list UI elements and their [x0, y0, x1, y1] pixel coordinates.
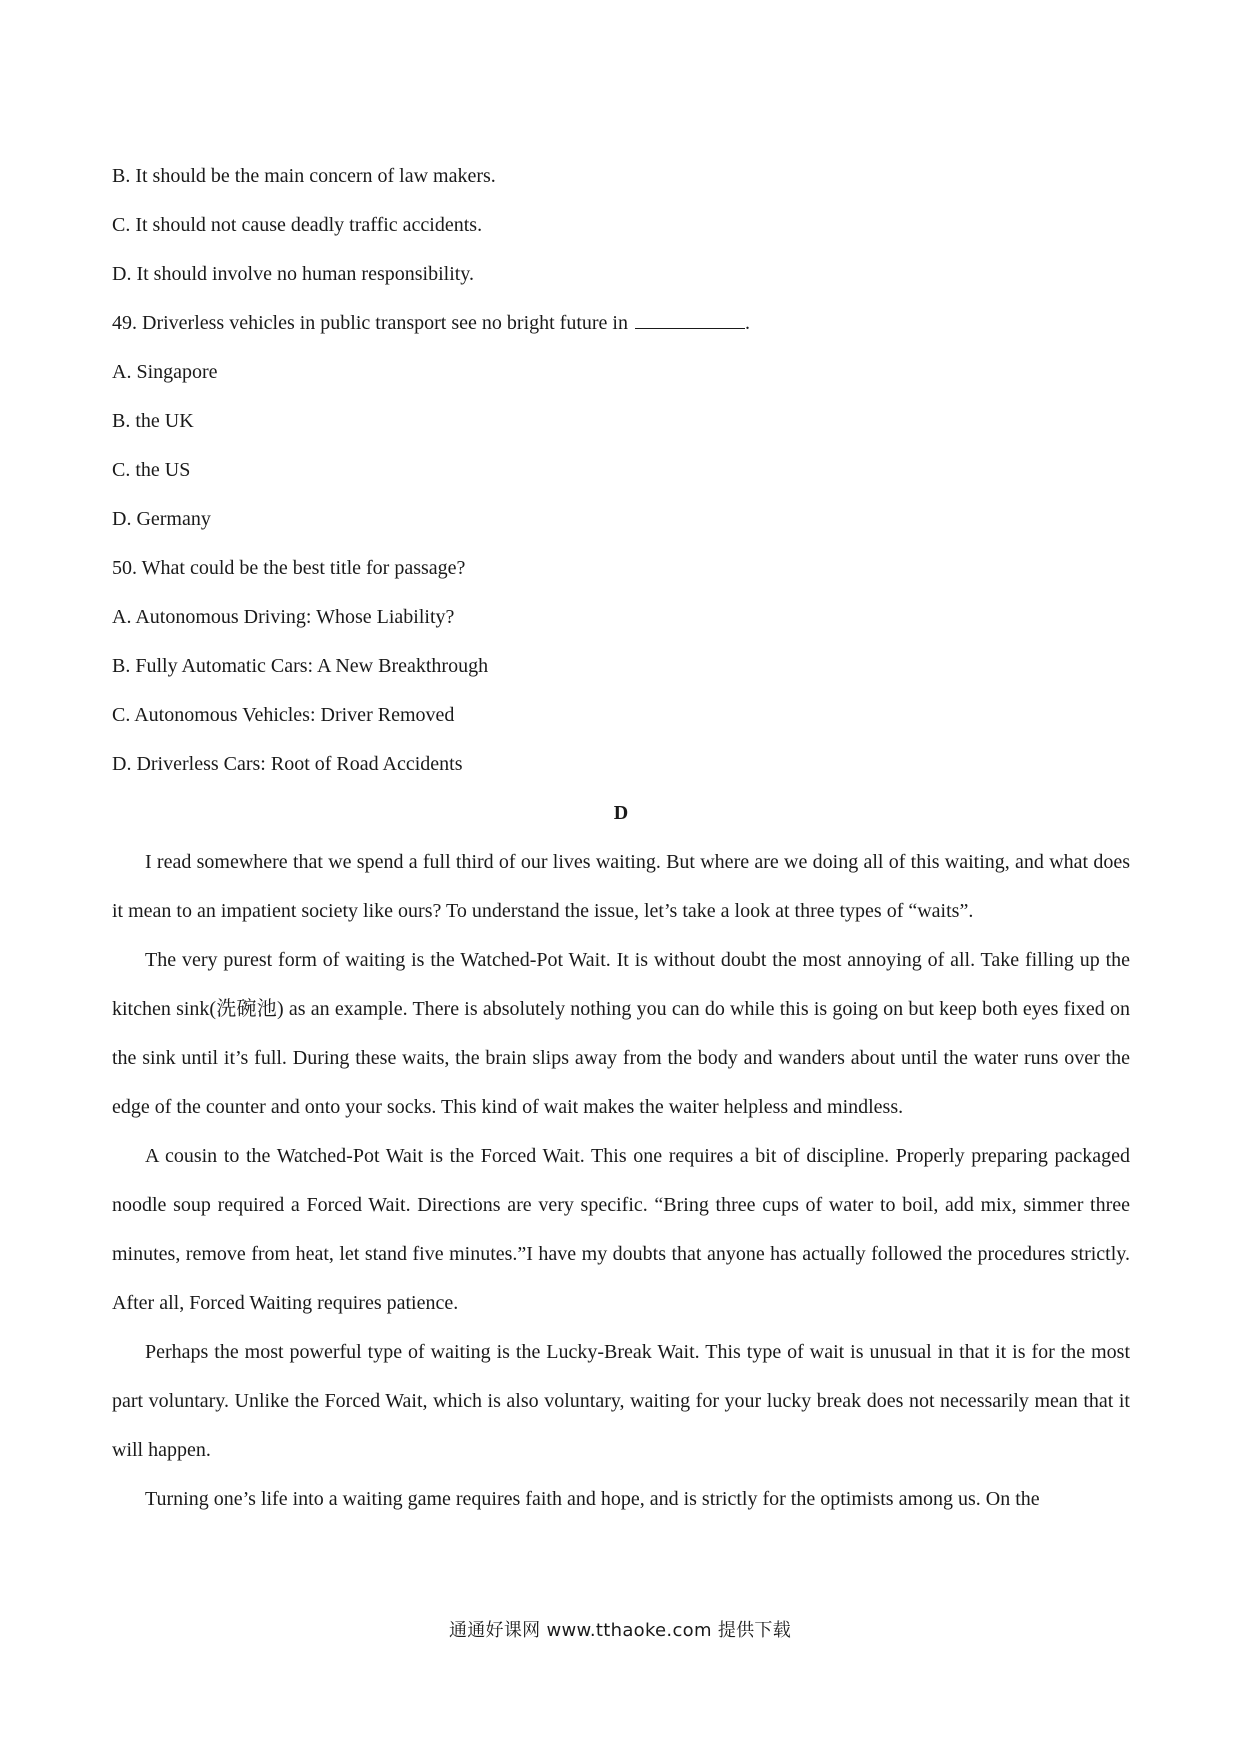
page-footer: 通通好课网 www.tthaoke.com 提供下载 [448, 1620, 792, 1641]
page-content [112, 152, 1130, 1524]
q50-option-a: A. Autonomous Driving: Whose Liability? [112, 606, 455, 628]
q50-stem: 50. What could be the best title for passage? [112, 557, 466, 579]
q48-option-c: C. It should not cause deadly traffic accidents. [112, 214, 483, 236]
q49-stem: 49. Driverless vehicles in public transport see no bright future in [112, 312, 628, 334]
q49-option-b: B. the UK [112, 410, 194, 432]
q50-option-d: D. Driverless Cars: Root of Road Accidents [112, 753, 463, 775]
q49-option-c: C. the US [112, 459, 191, 481]
q49-option-d: D. Germany [112, 508, 211, 530]
q50-option-b: B. Fully Automatic Cars: A New Breakthrough [112, 655, 489, 677]
q48-option-b: B. It should be the main concern of law makers. [112, 165, 496, 187]
q49-stem-line [112, 299, 1130, 348]
passage-paragraph-5: Turning one’s life into a waiting game requires faith and hope, and is strictly for the optimists among us. On the [145, 1488, 1040, 1510]
passage-paragraph-4: Perhaps the most powerful type of waiting is the Lucky-Break Wait. This type of wait is unusual in that it is for the most part voluntary. Unlike the Forced Wait, which is also voluntary, waiting for your lucky break does not necessarily mean that it will happen. [112, 1341, 1130, 1461]
passage-paragraph-2: The very purest form of waiting is the Watched-Pot Wait. It is without doubt the most annoying of all. Take filling up the kitchen sink(洗碗池) as an example. There is absolutely nothing you can do while this is going on but keep both eyes fixed on the sink until it’s full. During these waits, the brain slips away from the body and wanders about until the water runs over the edge of the counter and onto your socks. This kind of wait makes the waiter helpless and mindless. [112, 949, 1130, 1118]
passage-paragraph-1: I read somewhere that we spend a full third of our lives waiting. But where are we doing all of this waiting, and what does it mean to an impatient society like ours? To understand the issue, let’s take a look at three types of “waits”. [112, 851, 1130, 922]
passage-paragraph-3: A cousin to the Watched-Pot Wait is the Forced Wait. This one requires a bit of discipline. Properly preparing packaged noodle soup required a Forced Wait. Directions are very specific. “Bring three cups of water to boil, add mix, simmer three minutes, remove from heat, let stand five minutes.”I have my doubts that anyone has actually followed the procedures strictly. After all, Forced Waiting requires patience. [112, 1145, 1130, 1314]
section-d-title: D [613, 802, 629, 824]
q49-option-a: A. Singapore [112, 361, 218, 383]
q48-option-d: D. It should involve no human responsibility. [112, 263, 475, 285]
answer-blank [635, 310, 745, 329]
q49-stem-end: . [745, 312, 750, 334]
q50-option-c: C. Autonomous Vehicles: Driver Removed [112, 704, 455, 726]
